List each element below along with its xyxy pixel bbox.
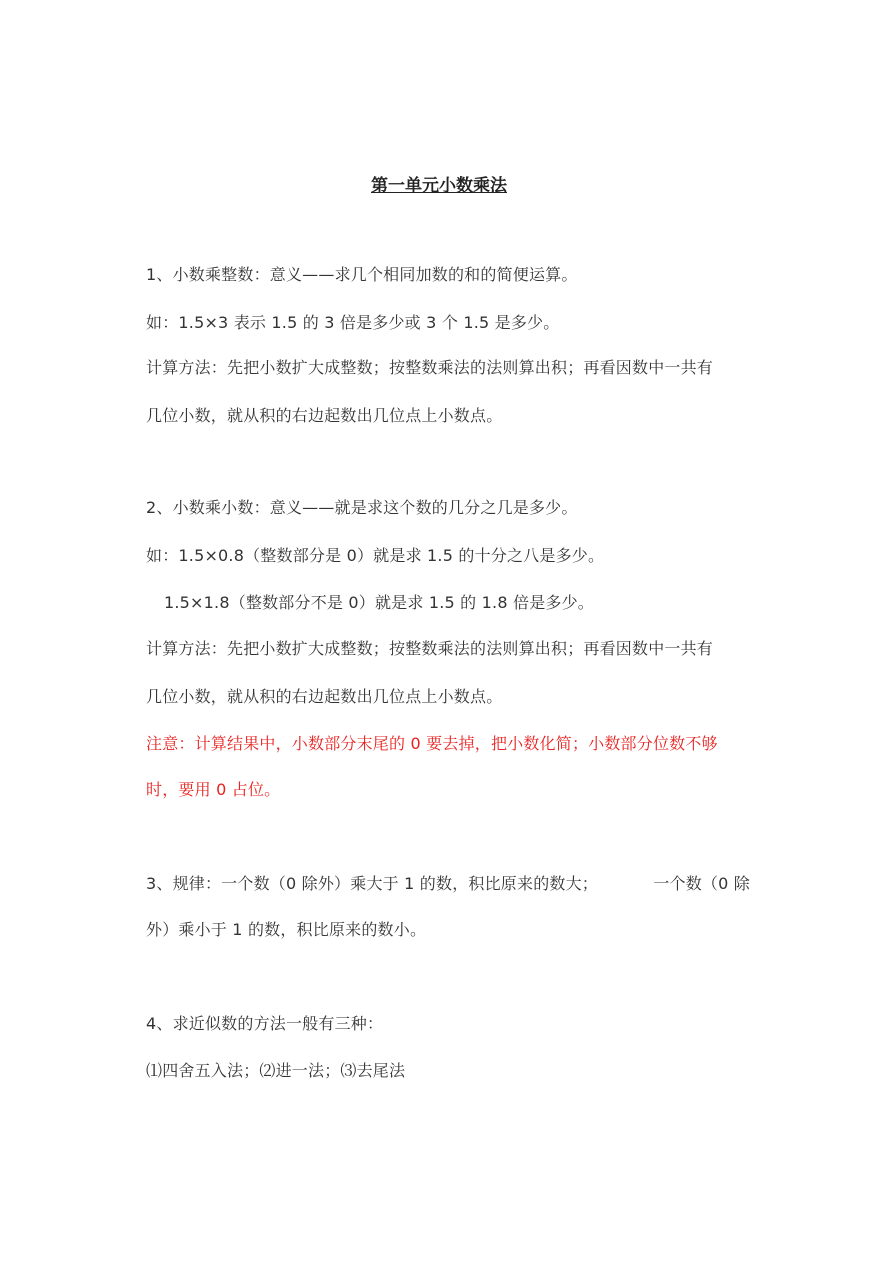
s4-heading: 4、求近似数的方法一般有三种：: [146, 1014, 384, 1033]
s4-methods: ⑴四舍五入法；⑵进一法；⑶去尾法: [146, 1061, 406, 1080]
s2-example2: 1.5×1.8（整数部分不是 0）就是求 1.5 的 1.8 倍是多少。: [164, 593, 594, 612]
s2-method-line2: 几位小数，就从积的右边起数出几位点上小数点。: [146, 687, 503, 706]
s1-heading: 1、小数乘整数：意义——求几个相同加数的和的简便运算。: [146, 265, 578, 284]
page-title: [0, 171, 892, 196]
s3-line1-part1: 3、规律：一个数（0 除外）乘大于 1 的数，积比原来的数大；: [146, 874, 598, 893]
s1-method-line2: 几位小数，就从积的右边起数出几位点上小数点。: [146, 406, 503, 425]
page-title-text: 第一单元小数乘法: [371, 176, 507, 196]
s3-line2: 外）乘小于 1 的数，积比原来的数小。: [146, 920, 427, 939]
s2-heading: 2、小数乘小数：意义——就是求这个数的几分之几是多少。: [146, 498, 578, 517]
s2-note-line2: 时，要用 0 占位。: [146, 780, 281, 799]
s2-note-line1: 注意：计算结果中，小数部分末尾的 0 要去掉，把小数化简；小数部分位数不够: [146, 734, 718, 753]
s2-method-line1: 计算方法：先把小数扩大成整数；按整数乘法的法则算出积；再看因数中一共有: [146, 639, 714, 658]
s2-example1: 如：1.5×0.8（整数部分是 0）就是求 1.5 的十分之八是多少。: [146, 546, 605, 565]
s3-line1-part2: 一个数（0 除: [653, 874, 750, 893]
s3-line1: [146, 873, 750, 895]
s1-method-line1: 计算方法：先把小数扩大成整数；按整数乘法的法则算出积；再看因数中一共有: [146, 358, 714, 377]
s1-example: 如：1.5×3 表示 1.5 的 3 倍是多少或 3 个 1.5 是多少。: [146, 313, 560, 332]
